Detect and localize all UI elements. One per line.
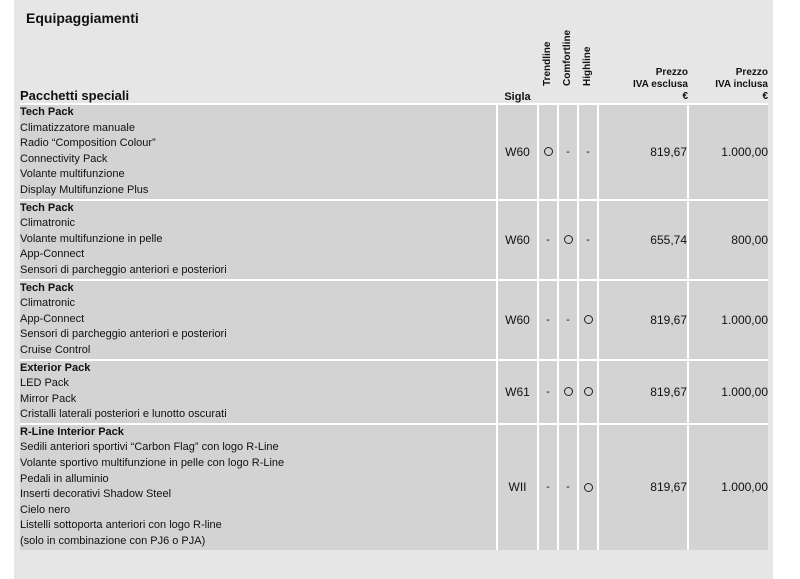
version-header-label: Comfortline — [562, 29, 573, 86]
availability-highline — [578, 424, 598, 550]
table-row — [20, 424, 768, 550]
version-header-comfortline — [558, 29, 578, 104]
price-incl-header — [688, 35, 768, 104]
pack-item: Sensori di parcheggio anteriori e posteriori — [20, 263, 227, 276]
pack-item: Sedili anteriori sportivi “Carbon Flag” con logo R-Line — [20, 441, 279, 454]
price-incl-cell: 1.000,00 — [688, 424, 768, 550]
price-excl-cell: 655,74 — [598, 200, 688, 280]
sigla-cell: W60 — [497, 280, 538, 360]
sigla-cell: W61 — [497, 360, 538, 424]
table-row — [20, 360, 768, 424]
availability-highline — [578, 360, 598, 424]
pack-item: Display Multifunzione Plus — [20, 183, 149, 196]
table-header-row — [20, 35, 768, 104]
pack-item: Climatronic — [20, 297, 76, 310]
pack-description — [20, 280, 497, 360]
pack-item: Volante sportivo multifunzione in pelle con logo R-Line — [20, 457, 285, 470]
table-row — [20, 280, 768, 360]
optional-circle-icon — [584, 315, 593, 324]
pack-item: Climatizzatore manuale — [20, 121, 135, 134]
table-body — [20, 104, 768, 550]
pack-item: Listelli sottoporta anteriori con logo R-line — [20, 519, 222, 532]
price-header-line: Prezzo — [735, 67, 768, 78]
version-header-highline — [578, 35, 598, 104]
pack-description — [20, 200, 497, 280]
pack-item: Volante multifunzione in pelle — [20, 232, 163, 245]
pack-item: (solo in combinazione con PJ6 o PJA) — [20, 535, 206, 548]
pack-item: Cruise Control — [20, 343, 91, 356]
sigla-header: Sigla — [504, 91, 531, 103]
price-header-line: € — [762, 91, 768, 102]
pack-name: R-Line Interior Pack — [20, 425, 124, 438]
sigla-cell: W60 — [497, 104, 538, 200]
pack-description — [20, 104, 497, 200]
version-header-label: Highline — [582, 46, 593, 86]
pack-item: App-Connect — [20, 248, 85, 261]
version-header-trendline — [538, 35, 558, 104]
sigla-cell: W60 — [497, 200, 538, 280]
pack-item: Cristalli laterali posteriori e lunotto oscurati — [20, 408, 227, 421]
availability-comfortline: - — [558, 280, 578, 360]
pack-item: Inserti decorativi Shadow Steel — [20, 488, 172, 501]
price-incl-cell: 1.000,00 — [688, 280, 768, 360]
page-title: Equipaggiamenti — [26, 10, 139, 26]
pack-name: Tech Pack — [20, 201, 74, 214]
price-excl-header — [598, 35, 688, 104]
pack-name: Tech Pack — [20, 106, 74, 118]
price-excl-cell: 819,67 — [598, 280, 688, 360]
availability-trendline: - — [538, 200, 558, 280]
availability-highline: - — [578, 200, 598, 280]
pack-item: Connectivity Pack — [20, 152, 108, 165]
pack-item: Pedali in alluminio — [20, 472, 109, 485]
price-incl-cell: 800,00 — [688, 200, 768, 280]
price-incl-cell: 1.000,00 — [688, 360, 768, 424]
table-row — [20, 200, 768, 280]
optional-circle-icon — [544, 147, 553, 156]
price-excl-cell: 819,67 — [598, 104, 688, 200]
optional-circle-icon — [564, 235, 573, 244]
price-header-line: Prezzo — [655, 67, 688, 78]
availability-trendline: - — [538, 280, 558, 360]
optional-circle-icon — [584, 387, 593, 396]
price-excl-cell: 819,67 — [598, 360, 688, 424]
pack-item: Sensori di parcheggio anteriori e posteriori — [20, 328, 227, 341]
availability-comfortline: - — [558, 424, 578, 550]
availability-comfortline: - — [558, 104, 578, 200]
pack-item: Climatronic — [20, 217, 76, 230]
equipment-table — [20, 29, 768, 550]
sigla-cell: WII — [497, 424, 538, 550]
price-header-line: IVA inclusa — [715, 79, 768, 90]
pack-item: Cielo nero — [20, 503, 71, 516]
pack-item: Radio “Composition Colour” — [20, 137, 156, 150]
price-incl-cell: 1.000,00 — [688, 104, 768, 200]
price-header-line: € — [682, 91, 688, 102]
pack-description — [20, 360, 497, 424]
section-title: Pacchetti speciali — [20, 88, 130, 103]
availability-comfortline — [558, 360, 578, 424]
pack-name: Exterior Pack — [20, 361, 91, 374]
pack-item: Mirror Pack — [20, 392, 77, 405]
availability-trendline: - — [538, 360, 558, 424]
optional-circle-icon — [584, 483, 593, 492]
price-header-line: IVA esclusa — [632, 79, 688, 90]
pack-name: Tech Pack — [20, 281, 74, 294]
availability-highline: - — [578, 104, 598, 200]
optional-circle-icon — [564, 387, 573, 396]
price-excl-cell: 819,67 — [598, 424, 688, 550]
pack-item: LED Pack — [20, 377, 69, 390]
availability-trendline: - — [538, 424, 558, 550]
availability-highline — [578, 280, 598, 360]
version-header-label: Trendline — [542, 41, 553, 86]
table-row — [20, 104, 768, 200]
pack-description — [20, 424, 497, 550]
availability-trendline — [538, 104, 558, 200]
availability-comfortline — [558, 200, 578, 280]
pack-item: App-Connect — [20, 312, 85, 325]
pack-item: Volante multifunzione — [20, 168, 125, 181]
